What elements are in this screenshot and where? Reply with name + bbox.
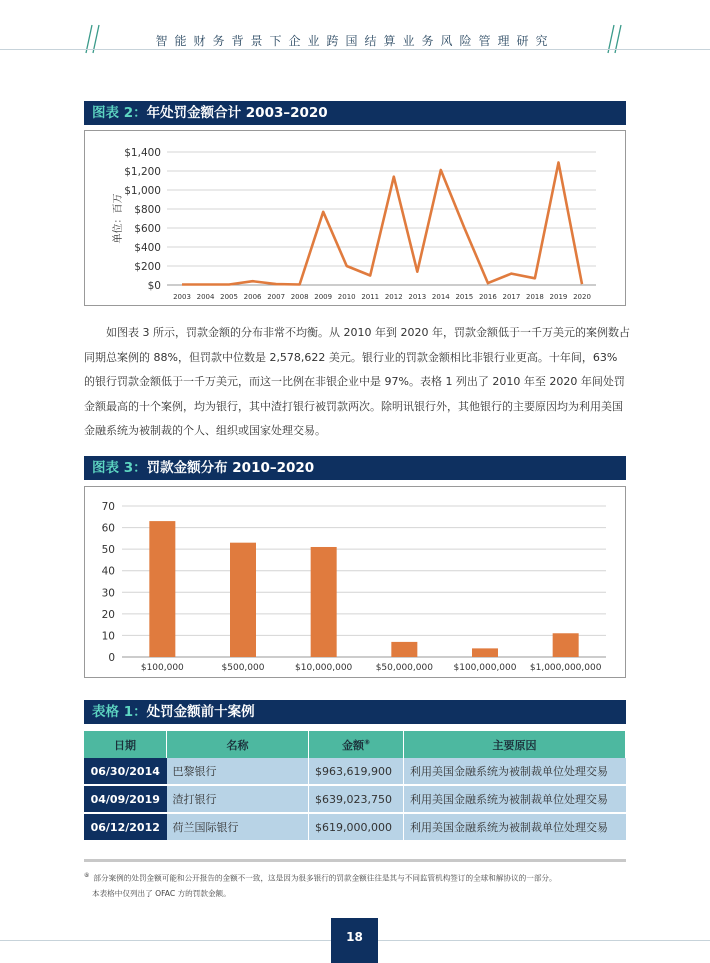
x-tick-label: 2019 [549, 293, 568, 301]
header-amount [309, 731, 404, 758]
x-tick-label: 2015 [455, 293, 474, 301]
figure3-chart-frame [84, 486, 626, 678]
y-tick-label: $400 [134, 242, 161, 254]
bar [230, 543, 256, 657]
header-reason: 主要原因 [404, 731, 626, 758]
figure2-label: 图表 2： [92, 105, 147, 121]
table1-label: 表格 1： [92, 704, 147, 720]
x-tick-label: 2014 [431, 293, 450, 301]
cell-name: 巴黎银行 [167, 758, 309, 785]
table1-title: 处罚金额前十案例 [146, 704, 255, 720]
x-tick-label: 2009 [314, 293, 333, 301]
footnote-divider [84, 859, 626, 862]
cell-reason: 利用美国金融系统为被制裁单位处理交易 [404, 758, 626, 785]
body-paragraph-text: 如图表 3 所示，罚款金额的分布非常不均衡。从 2010 年到 2020 年，罚款金额低于一千万美元的案例数占同期总案例的 88%，但罚款中位数是 2,578,622 美元。银行业的罚款金额相比非银行业更高。十年间，63% 的银行罚款金额低于一千万美元，而这一比例在非银企业中是 97%。表格 1 列出了 2010 年至 2020 年间处罚金额最高的十个案例，均为银行，其中渣打银行被罚款两次。除明讯银行外，其他银行的主要原因均为利用美国金融系统为被制裁的个人、组织或国家处理交易。 [84, 326, 630, 438]
bar [311, 547, 337, 657]
table-row [84, 758, 626, 785]
y-tick-label: 10 [101, 630, 115, 643]
figure3-bar-chart [85, 487, 625, 677]
x-tick-label: $100,000 [140, 663, 184, 673]
cell-date: 06/12/2012 [84, 813, 167, 841]
cell-name: 荷兰国际银行 [167, 813, 309, 841]
y-tick-label: $600 [134, 223, 161, 235]
x-tick-label: 2008 [290, 293, 309, 301]
table-row [84, 785, 626, 813]
running-header-title: 智能财务背景下企业跨国结算业务风险管理研究 [155, 34, 555, 48]
footnote-text-1: 部分案例的处罚金额可能和公开报告的金额不一致，这是因为很多银行的罚款金额往往是其与不同监管机构签订的全球和解协议的一部分。 [93, 873, 557, 883]
y-tick-label: 70 [101, 501, 115, 513]
cell-date: 06/30/2014 [84, 758, 167, 785]
bar [391, 642, 417, 657]
y-tick-label: $800 [134, 204, 161, 216]
top-cases-table [84, 731, 626, 842]
y-tick-label: 0 [108, 652, 115, 664]
figure2-title: 年处罚金额合计 2003–2020 [146, 105, 328, 121]
y-tick-label: $1,400 [124, 147, 161, 159]
table1-title-bar [84, 700, 626, 724]
y-tick-label: 20 [101, 608, 115, 621]
y-axis-label: 单位：百万 [113, 193, 124, 244]
x-tick-label: 2012 [384, 293, 403, 301]
x-tick-label: 2013 [408, 293, 427, 301]
x-tick-label: 2010 [337, 293, 356, 301]
header-amount-label: 金额 [342, 738, 365, 752]
cell-reason: 利用美国金融系统为被制裁单位处理交易 [404, 813, 626, 841]
x-tick-label: 2020 [573, 293, 591, 301]
header-name: 名称 [167, 731, 309, 758]
cell-amount: $639,023,750 [309, 785, 404, 813]
figure3-label: 图表 3： [92, 460, 147, 476]
x-tick-label: 2004 [196, 293, 215, 301]
cell-amount: $619,000,000 [309, 813, 404, 841]
bar [149, 521, 175, 657]
x-tick-label: $500,000 [221, 663, 265, 673]
footnote-line-1 [84, 868, 630, 886]
x-tick-label: $10,000,000 [295, 663, 353, 673]
body-paragraph [84, 321, 630, 444]
header-date: 日期 [84, 731, 167, 758]
page-number: 18 [331, 918, 378, 963]
header-divider [0, 49, 710, 50]
y-tick-label: 60 [101, 522, 115, 535]
x-tick-label: 2005 [220, 293, 238, 301]
bar [553, 633, 579, 657]
x-tick-label: 2016 [478, 293, 497, 301]
x-tick-label: $100,000,000 [453, 663, 517, 673]
cell-name: 渣打银行 [167, 785, 309, 813]
y-tick-label: 50 [101, 544, 115, 557]
cell-amount: $963,619,900 [309, 758, 404, 785]
x-tick-label: 2006 [243, 293, 262, 301]
cell-reason: 利用美国金融系统为被制裁单位处理交易 [404, 785, 626, 813]
cell-date: 04/09/2019 [84, 785, 167, 813]
footnote [84, 868, 630, 901]
header-amount-footnote-marker: ⑧ [364, 737, 370, 746]
bar [472, 648, 498, 657]
x-tick-label: 2017 [502, 293, 521, 301]
y-tick-label: $0 [147, 280, 161, 292]
x-tick-label: 2018 [526, 293, 544, 301]
y-tick-label: $1,200 [124, 166, 161, 178]
y-tick-label: 30 [101, 587, 115, 600]
figure2-line-chart [85, 131, 625, 305]
figure3-title-bar [84, 456, 626, 480]
footnote-text-2: 本表格中仅列出了 OFAC 方的罚款金额。 [92, 888, 231, 898]
x-tick-label: 2007 [267, 293, 286, 301]
y-tick-label: 40 [101, 565, 115, 578]
table-header-row [84, 731, 626, 758]
x-tick-label: $50,000,000 [375, 663, 433, 673]
footnote-marker: ⑧ [84, 872, 90, 879]
x-tick-label: 2003 [173, 293, 191, 301]
y-tick-label: $200 [134, 261, 161, 273]
figure2-chart-frame [84, 130, 626, 306]
figure3-title: 罚款金额分布 2010–2020 [146, 460, 315, 476]
table-row [84, 813, 626, 841]
x-tick-label: 2011 [361, 293, 380, 301]
x-tick-label: $1,000,000,000 [529, 663, 602, 673]
y-tick-label: $1,000 [124, 185, 161, 197]
figure2-title-bar [84, 101, 626, 125]
